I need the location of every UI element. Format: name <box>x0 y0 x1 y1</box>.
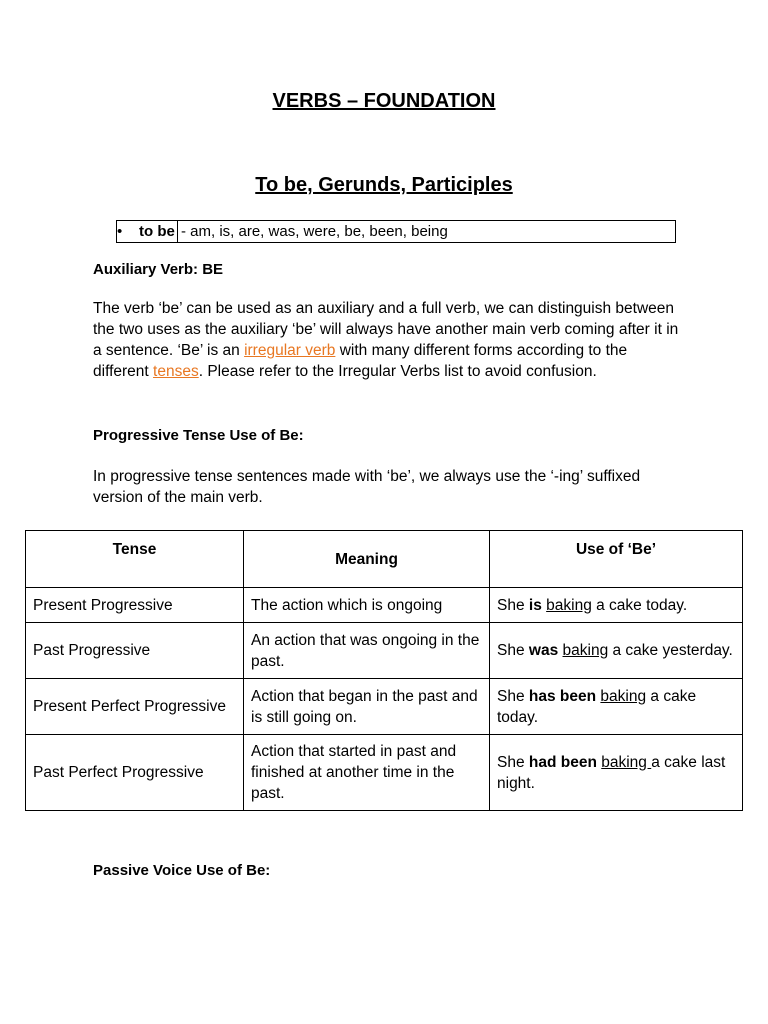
to-be-term: to be <box>139 221 178 242</box>
table-row <box>26 679 743 735</box>
header-meaning: Meaning <box>244 531 490 588</box>
table-row <box>26 735 743 811</box>
use-bold: had been <box>528 753 597 771</box>
cell-meaning: Action that began in the past and is still going on. <box>244 679 490 735</box>
auxiliary-heading: Auxiliary Verb: BE <box>93 261 224 278</box>
bullet-icon: • <box>117 223 123 240</box>
cell-tense: Present Perfect Progressive <box>26 679 244 735</box>
passive-heading: Passive Voice Use of Be: <box>93 862 271 879</box>
header-use-of-be: Use of ‘Be’ <box>490 531 743 588</box>
progressive-heading: Progressive Tense Use of Be: <box>93 427 304 444</box>
use-text-end: a cake today. <box>591 596 688 614</box>
use-text-end: a cake today. <box>497 687 697 726</box>
auxiliary-text-1: The verb ‘be’ can be used as an auxiliary and a full verb, we can distinguish between the two uses as the auxiliary ‘be’ will always have another main verb coming after it in a sentence. ‘Be’ is an <box>93 300 679 359</box>
cell-tense: Present Progressive <box>26 588 244 623</box>
auxiliary-text-3: . Please refer to the Irregular Verbs list to avoid confusion. <box>198 363 597 380</box>
use-bold: was <box>528 642 559 659</box>
tenses-link[interactable]: tenses <box>153 363 199 380</box>
table-header-row <box>26 531 743 588</box>
table-row <box>26 588 743 623</box>
auxiliary-paragraph <box>93 298 683 382</box>
use-text: She <box>497 687 529 705</box>
use-text: She <box>497 753 529 771</box>
cell-use <box>490 623 743 679</box>
document-title: VERBS – FOUNDATION <box>272 90 496 112</box>
cell-meaning: An action that was ongoing in the past. <box>244 623 490 679</box>
progressive-tense-table <box>25 530 743 811</box>
cell-tense: Past Perfect Progressive <box>26 735 244 811</box>
use-underlined: baking <box>600 687 647 705</box>
to-be-forms-box <box>116 220 676 243</box>
use-text-end: a cake last night. <box>497 753 726 792</box>
use-text: She <box>497 642 529 659</box>
cell-use <box>490 679 743 735</box>
use-underlined: baking <box>601 753 652 771</box>
document-subtitle: To be, Gerunds, Participles <box>255 174 513 196</box>
use-text: She <box>497 596 529 614</box>
use-underlined: baking <box>546 596 592 614</box>
cell-tense: Past Progressive <box>26 623 244 679</box>
use-underlined: baking <box>562 642 609 659</box>
use-bold: is <box>528 596 542 614</box>
cell-meaning: Action that started in past and finished at another time in the past. <box>244 735 490 811</box>
irregular-verb-link[interactable]: irregular verb <box>244 342 336 359</box>
progressive-paragraph: In progressive tense sentences made with ‘be’, we always use the ‘-ing’ suffixed version of the main verb. <box>93 468 641 506</box>
auxiliary-text-2: with many different forms according to the different <box>93 342 628 380</box>
cell-use <box>490 735 743 811</box>
use-bold: has been <box>528 687 597 705</box>
to-be-forms: - am, is, are, was, were, be, been, being <box>181 223 448 240</box>
use-text-end: a cake yesterday. <box>608 642 733 659</box>
cell-use <box>490 588 743 623</box>
table-row <box>26 623 743 679</box>
header-tense: Tense <box>26 531 244 588</box>
cell-meaning: The action which is ongoing <box>244 588 490 623</box>
